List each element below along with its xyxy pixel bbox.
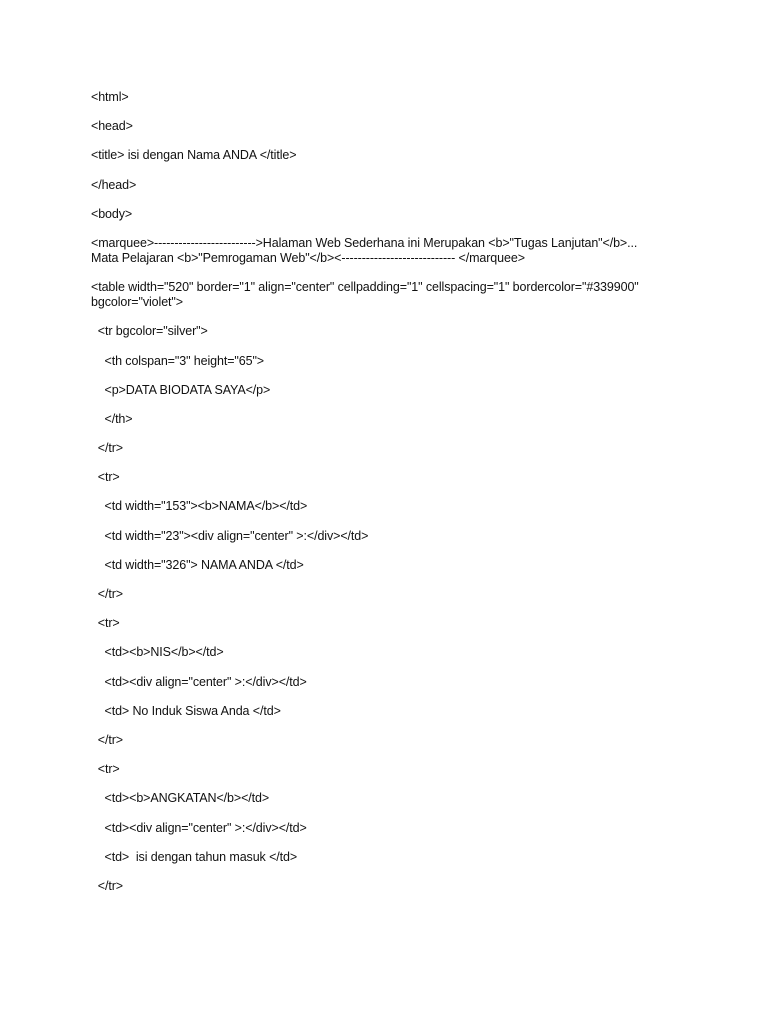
code-line-title: <title> isi dengan Nama ANDA </title> xyxy=(91,148,297,163)
code-line-td-nis-label: <td><b>NIS</b></td> xyxy=(91,645,224,660)
code-line-td-nama-value: <td width="326"> NAMA ANDA </td> xyxy=(91,557,304,572)
code-line-head-close: </head> xyxy=(91,177,137,192)
code-line-body-open: <body> xyxy=(91,206,133,221)
code-line-td-angkatan-colon: <td><div align="center" >:</div></td> xyxy=(91,820,307,835)
code-line-head-open: <head> xyxy=(91,119,133,134)
code-line-tr-silver: <tr bgcolor="silver"> xyxy=(91,324,208,339)
code-block-table-open xyxy=(91,280,681,310)
code-line-td-angkatan-value: <td> isi dengan tahun masuk </td> xyxy=(91,849,298,864)
code-line-tr-open: <tr> xyxy=(91,762,120,777)
code-line-html-open: <html> xyxy=(91,90,129,104)
code-line-marquee-2: Mata Pelajaran <b>"Pemrogaman Web"</b><---------------------------- </marquee> xyxy=(91,250,525,265)
code-line-tr-close: </tr> xyxy=(91,441,123,456)
code-line-td-nis-colon: <td><div align="center" >:</div></td> xyxy=(91,674,307,689)
code-line-tr-open: <tr> xyxy=(91,470,120,485)
code-line-tr-close: </tr> xyxy=(91,732,123,747)
code-line-th-close: </th> xyxy=(91,411,133,426)
code-line-td-nis-value: <td> No Induk Siswa Anda </td> xyxy=(91,703,281,718)
code-line-td-nama-colon: <td width="23"><div align="center" >:</div></td> xyxy=(91,528,369,543)
html-code-listing xyxy=(91,90,681,908)
code-line-td-angkatan-label: <td><b>ANGKATAN</b></td> xyxy=(91,791,270,806)
code-line-td-nama-label: <td width="153"><b>NAMA</b></td> xyxy=(91,499,308,514)
code-line-table-2: bgcolor="violet"> xyxy=(91,295,183,310)
code-line-tr-open: <tr> xyxy=(91,616,120,631)
code-line-tr-close: </tr> xyxy=(91,587,123,601)
code-line-table-1: <table width="520" border="1" align="center" cellpadding="1" cellspacing="1" bordercolor="#339900" xyxy=(91,280,639,295)
code-line-tr-close: </tr> xyxy=(91,878,123,893)
code-block-marquee xyxy=(91,236,681,266)
code-line-th-open: <th colspan="3" height="65"> xyxy=(91,353,265,368)
code-line-marquee-1: <marquee>------------------------->Halaman Web Sederhana ini Merupakan <b>"Tugas Lanjutan"</b>... xyxy=(91,235,638,250)
code-line-p-title: <p>DATA BIODATA SAYA</p> xyxy=(91,382,271,397)
